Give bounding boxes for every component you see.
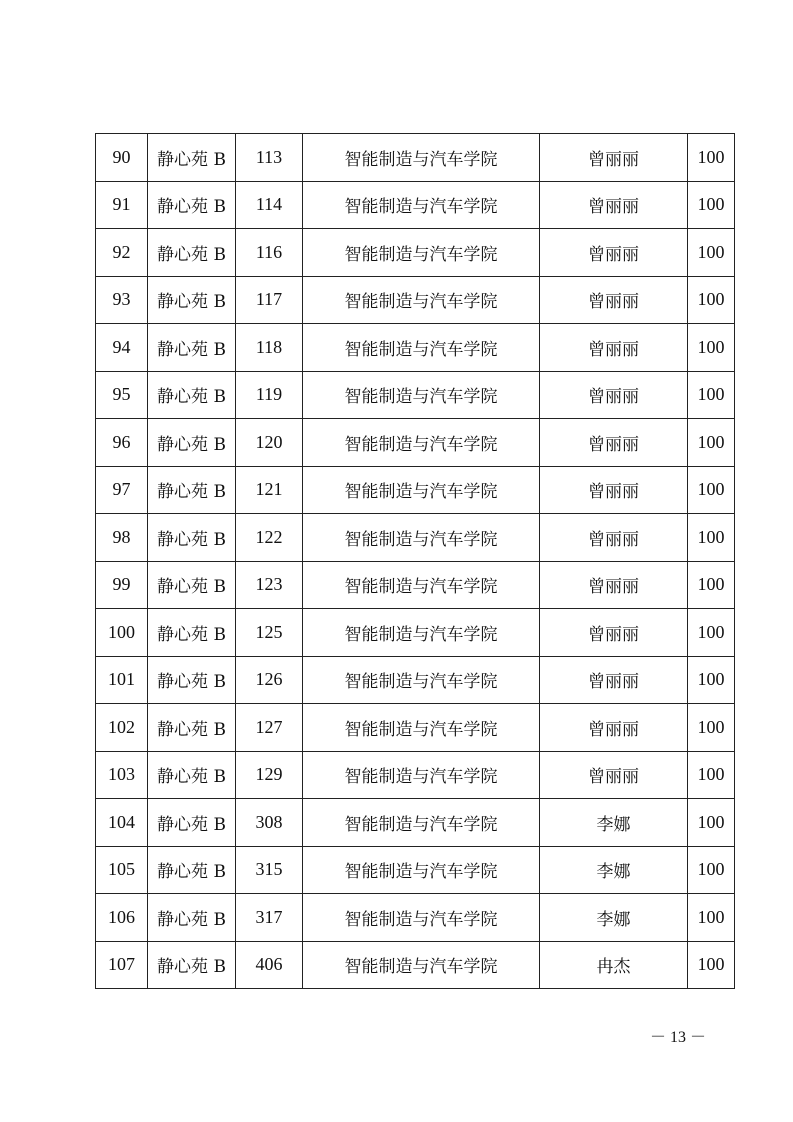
cell-building: 静心苑 B	[148, 134, 236, 182]
cell-college: 智能制造与汽车学院	[303, 466, 540, 514]
table-row	[96, 371, 735, 419]
table-row	[96, 134, 735, 182]
cell-building: 静心苑 B	[148, 609, 236, 657]
cell-responsible-person: 曾丽丽	[540, 181, 688, 229]
cell-room-number: 114	[236, 181, 303, 229]
table-row	[96, 324, 735, 372]
cell-college: 智能制造与汽车学院	[303, 656, 540, 704]
cell-index: 94	[96, 324, 148, 372]
cell-index: 97	[96, 466, 148, 514]
cell-building: 静心苑 B	[148, 894, 236, 942]
cell-responsible-person: 曾丽丽	[540, 371, 688, 419]
cell-score: 100	[688, 561, 735, 609]
cell-score: 100	[688, 609, 735, 657]
cell-score: 100	[688, 751, 735, 799]
cell-score: 100	[688, 181, 735, 229]
cell-building: 静心苑 B	[148, 324, 236, 372]
cell-score: 100	[688, 941, 735, 989]
cell-index: 95	[96, 371, 148, 419]
table-body	[96, 134, 735, 989]
cell-index: 107	[96, 941, 148, 989]
dormitory-score-table-container	[95, 133, 734, 989]
cell-score: 100	[688, 894, 735, 942]
cell-college: 智能制造与汽车学院	[303, 941, 540, 989]
cell-score: 100	[688, 324, 735, 372]
cell-building: 静心苑 B	[148, 181, 236, 229]
cell-room-number: 116	[236, 229, 303, 277]
cell-building: 静心苑 B	[148, 656, 236, 704]
cell-building: 静心苑 B	[148, 561, 236, 609]
cell-responsible-person: 李娜	[540, 799, 688, 847]
table-row	[96, 846, 735, 894]
cell-score: 100	[688, 419, 735, 467]
cell-index: 106	[96, 894, 148, 942]
cell-room-number: 126	[236, 656, 303, 704]
cell-responsible-person: 李娜	[540, 846, 688, 894]
cell-score: 100	[688, 134, 735, 182]
cell-room-number: 125	[236, 609, 303, 657]
cell-index: 92	[96, 229, 148, 277]
cell-college: 智能制造与汽车学院	[303, 419, 540, 467]
cell-index: 98	[96, 514, 148, 562]
cell-responsible-person: 曾丽丽	[540, 276, 688, 324]
table-row	[96, 276, 735, 324]
cell-college: 智能制造与汽车学院	[303, 181, 540, 229]
cell-building: 静心苑 B	[148, 751, 236, 799]
cell-room-number: 113	[236, 134, 303, 182]
cell-index: 91	[96, 181, 148, 229]
table-row	[96, 419, 735, 467]
cell-room-number: 406	[236, 941, 303, 989]
table-row	[96, 799, 735, 847]
cell-building: 静心苑 B	[148, 704, 236, 752]
cell-college: 智能制造与汽车学院	[303, 229, 540, 277]
cell-responsible-person: 李娜	[540, 894, 688, 942]
cell-index: 104	[96, 799, 148, 847]
cell-college: 智能制造与汽车学院	[303, 799, 540, 847]
cell-score: 100	[688, 371, 735, 419]
cell-score: 100	[688, 704, 735, 752]
table-row	[96, 704, 735, 752]
cell-responsible-person: 曾丽丽	[540, 324, 688, 372]
cell-building: 静心苑 B	[148, 419, 236, 467]
cell-score: 100	[688, 276, 735, 324]
cell-index: 93	[96, 276, 148, 324]
cell-building: 静心苑 B	[148, 514, 236, 562]
cell-index: 102	[96, 704, 148, 752]
table-row	[96, 941, 735, 989]
cell-room-number: 127	[236, 704, 303, 752]
cell-college: 智能制造与汽车学院	[303, 371, 540, 419]
cell-responsible-person: 冉杰	[540, 941, 688, 989]
cell-college: 智能制造与汽车学院	[303, 751, 540, 799]
cell-responsible-person: 曾丽丽	[540, 466, 688, 514]
cell-room-number: 120	[236, 419, 303, 467]
cell-room-number: 121	[236, 466, 303, 514]
table-row	[96, 751, 735, 799]
cell-room-number: 118	[236, 324, 303, 372]
cell-college: 智能制造与汽车学院	[303, 609, 540, 657]
cell-room-number: 308	[236, 799, 303, 847]
table-row	[96, 181, 735, 229]
cell-college: 智能制造与汽车学院	[303, 514, 540, 562]
table-row	[96, 656, 735, 704]
cell-responsible-person: 曾丽丽	[540, 609, 688, 657]
cell-college: 智能制造与汽车学院	[303, 561, 540, 609]
cell-college: 智能制造与汽车学院	[303, 704, 540, 752]
cell-building: 静心苑 B	[148, 371, 236, 419]
cell-room-number: 315	[236, 846, 303, 894]
cell-index: 101	[96, 656, 148, 704]
cell-room-number: 123	[236, 561, 303, 609]
cell-score: 100	[688, 656, 735, 704]
cell-index: 96	[96, 419, 148, 467]
cell-index: 105	[96, 846, 148, 894]
cell-score: 100	[688, 229, 735, 277]
table-row	[96, 229, 735, 277]
cell-college: 智能制造与汽车学院	[303, 894, 540, 942]
cell-room-number: 117	[236, 276, 303, 324]
cell-responsible-person: 曾丽丽	[540, 704, 688, 752]
cell-college: 智能制造与汽车学院	[303, 324, 540, 372]
table-row	[96, 609, 735, 657]
cell-room-number: 317	[236, 894, 303, 942]
cell-room-number: 129	[236, 751, 303, 799]
cell-responsible-person: 曾丽丽	[540, 134, 688, 182]
cell-building: 静心苑 B	[148, 799, 236, 847]
cell-responsible-person: 曾丽丽	[540, 229, 688, 277]
cell-building: 静心苑 B	[148, 229, 236, 277]
cell-room-number: 119	[236, 371, 303, 419]
table-row	[96, 561, 735, 609]
cell-responsible-person: 曾丽丽	[540, 656, 688, 704]
cell-score: 100	[688, 466, 735, 514]
cell-score: 100	[688, 514, 735, 562]
table-row	[96, 514, 735, 562]
cell-college: 智能制造与汽车学院	[303, 276, 540, 324]
cell-index: 103	[96, 751, 148, 799]
cell-responsible-person: 曾丽丽	[540, 751, 688, 799]
table-row	[96, 466, 735, 514]
table-row	[96, 894, 735, 942]
dormitory-score-table	[95, 133, 735, 989]
cell-building: 静心苑 B	[148, 846, 236, 894]
cell-index: 99	[96, 561, 148, 609]
cell-room-number: 122	[236, 514, 303, 562]
cell-building: 静心苑 B	[148, 276, 236, 324]
cell-responsible-person: 曾丽丽	[540, 419, 688, 467]
cell-college: 智能制造与汽车学院	[303, 846, 540, 894]
cell-index: 100	[96, 609, 148, 657]
cell-score: 100	[688, 799, 735, 847]
page-number: － 13 －	[650, 1029, 707, 1046]
cell-building: 静心苑 B	[148, 466, 236, 514]
cell-college: 智能制造与汽车学院	[303, 134, 540, 182]
cell-responsible-person: 曾丽丽	[540, 561, 688, 609]
cell-building: 静心苑 B	[148, 941, 236, 989]
cell-score: 100	[688, 846, 735, 894]
cell-index: 90	[96, 134, 148, 182]
cell-responsible-person: 曾丽丽	[540, 514, 688, 562]
